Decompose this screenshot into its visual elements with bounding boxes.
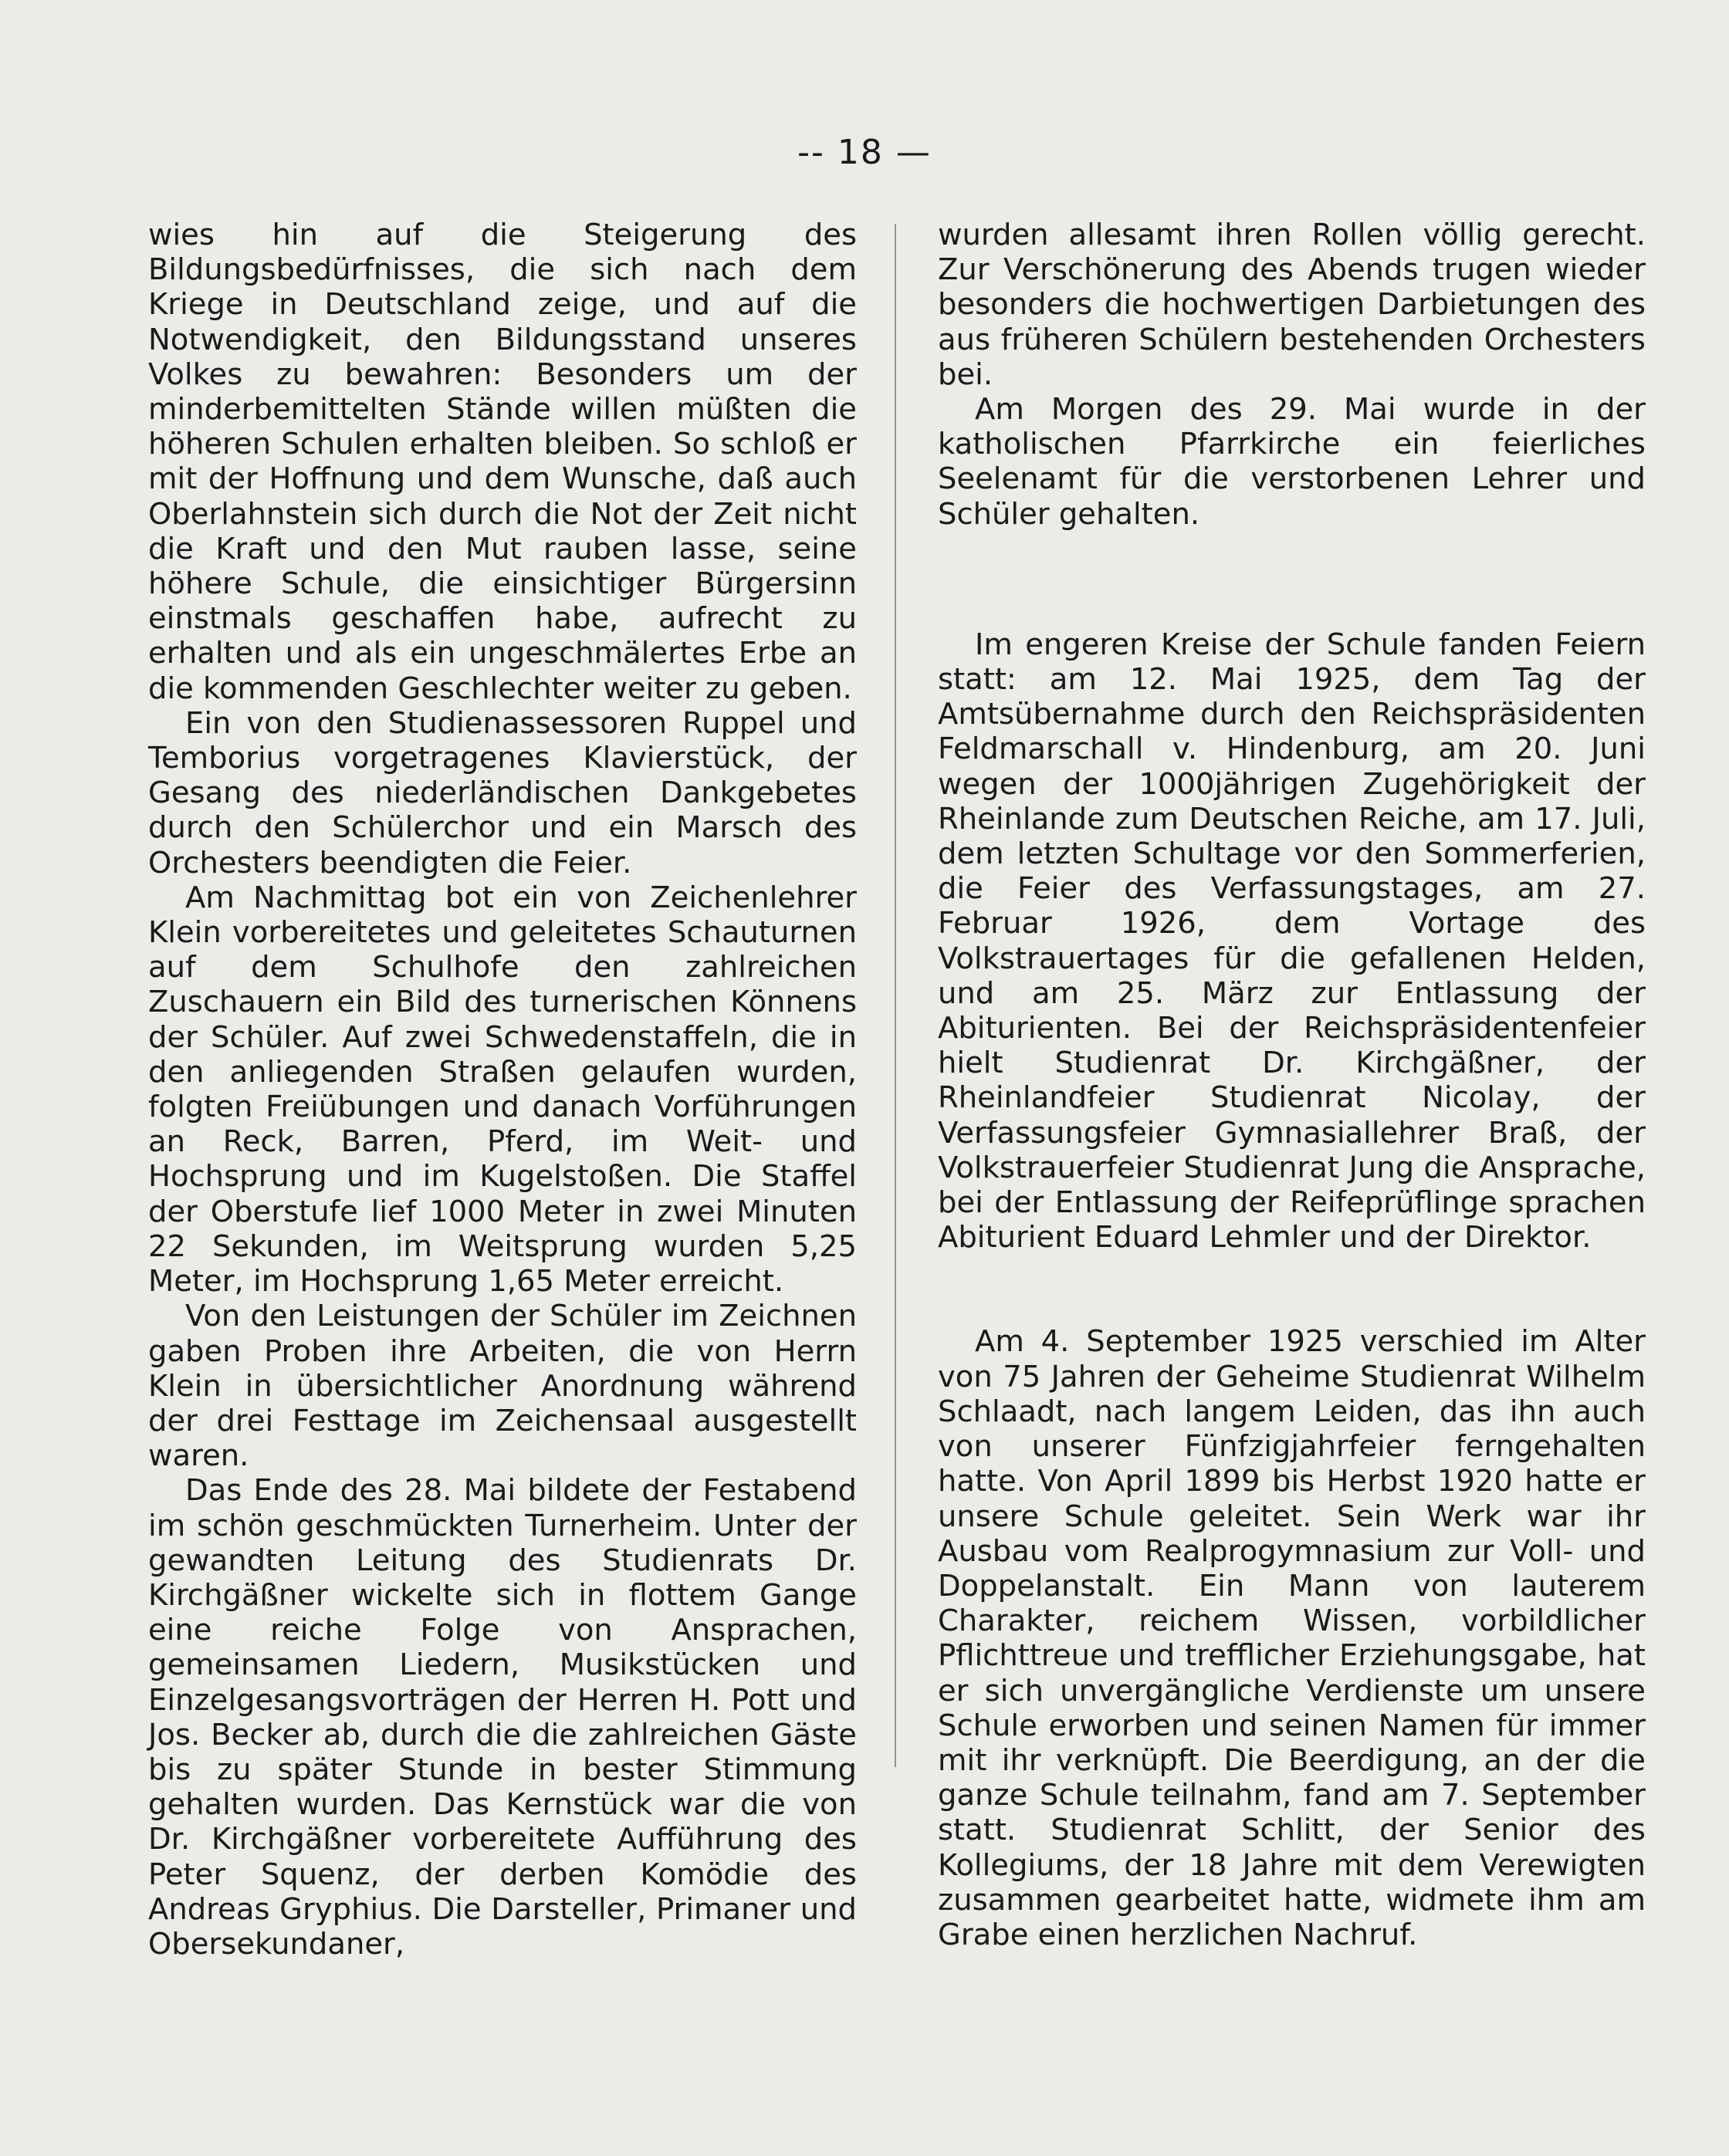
paragraph: Im engeren Kreise der Schule fanden Feiern statt: am 12. Mai 1925, dem Tag der Amtsübernahme durch den Reichspräsidenten Feldmarschall v. Hindenburg, am 20. Juni wegen der 1000jährigen Zugehörigkeit der Rheinlande zum Deutschen Reiche, am 17. Juli, dem letzten Schultage vor den Sommerferien, die Feier des Verfassungstages, am 27. Februar 1926, dem Vortage des Volkstrauertages für die gefallenen Helden, und am 25. März zur Entlassung der Abiturienten. Bei der Reichspräsidentenfeier hielt Studienrat Dr. Kirchgäßner, der Rheinlandfeier Studienrat Nicolay, der Verfassungsfeier Gymnasiallehrer Braß, der Volkstrauerfeier Studienrat Jung die Ansprache, bei der Entlassung der Reifeprüflinge sprachen Abiturient Eduard Lehmler und der Direktor.	[938, 627, 1646, 1255]
column-divider	[895, 224, 896, 1767]
paragraph: Am Morgen des 29. Mai wurde in der katholischen Pfarrkirche ein feierliches Seelenamt für die verstorbenen Lehrer und Schüler gehalten.	[938, 392, 1646, 532]
paragraph: wies hin auf die Steigerung des Bildungsbedürfnisses, die sich nach dem Kriege in Deutschland zeige, und auf die Notwendigkeit, den Bildungsstand unseres Volkes zu bewahren: Besonders um der minderbemittelten Stände willen müßten die höheren Schulen erhalten bleiben. So schloß er mit der Hoffnung und dem Wunsche, daß auch Oberlahnstein sich durch die Not der Zeit nicht die Kraft und den Mut rauben lasse, seine höhere Schule, die einsichtiger Bürgersinn einstmals geschaffen habe, aufrecht zu erhalten und als ein ungeschmälertes Erbe an die kommenden Geschlechter weiter zu geben.	[148, 218, 857, 706]
paragraph: wurden allesamt ihren Rollen völlig gerecht. Zur Verschönerung des Abends trugen wieder besonders die hochwertigen Darbietungen des aus früheren Schülern bestehenden Orchesters bei.	[938, 218, 1646, 392]
right-column	[938, 218, 1646, 1952]
paragraph: Das Ende des 28. Mai bildete der Festabend im schön geschmückten Turnerheim. Unter der gewandten Leitung des Studienrats Dr. Kirchgäßner wickelte sich in flottem Gange eine reiche Folge von Ansprachen, gemeinsamen Liedern, Musikstücken und Einzelgesangsvorträgen der Herren H. Pott und Jos. Becker ab, durch die die zahlreichen Gäste bis zu später Stunde in bester Stimmung gehalten wurden. Das Kernstück war die von Dr. Kirchgäßner vorbereitete Aufführung des Peter Squenz, der derben Komödie des Andreas Gryphius. Die Darsteller, Primaner und Obersekundaner,	[148, 1473, 857, 1962]
paragraph: Ein von den Studienassessoren Ruppel und Temborius vorgetragenes Klavierstück, der Gesang des niederländischen Dankgebetes durch den Schülerchor und ein Marsch des Orchesters beendigten die Feier.	[148, 705, 857, 880]
paragraph: Von den Leistungen der Schüler im Zeichnen gaben Proben ihre Arbeiten, die von Herrn Klein in übersichtlicher Anordnung während der drei Festtage im Zeichensaal ausgestellt waren.	[148, 1299, 857, 1474]
paragraph: Am Nachmittag bot ein von Zeichenlehrer Klein vorbereitetes und geleitetes Schauturnen auf dem Schulhofe den zahlreichen Zuschauern ein Bild des turnerischen Könnens der Schüler. Auf zwei Schwedenstaffeln, die in den anliegenden Straßen gelaufen wurden, folgten Freiübungen und danach Vorführungen an Reck, Barren, Pferd, im Weit- und Hochsprung und im Kugelstoßen. Die Staffel der Oberstufe lief 1000 Meter in zwei Minuten 22 Sekunden, im Weitsprung wurden 5,25 Meter, im Hochsprung 1,65 Meter erreicht.	[148, 880, 857, 1299]
left-column	[148, 218, 857, 1962]
paragraph: Am 4. September 1925 verschied im Alter von 75 Jahren der Geheime Studienrat Wilhelm Schlaadt, nach langem Leiden, das ihn auch von unserer Fünfzigjahrfeier ferngehalten hatte. Von April 1899 bis Herbst 1920 hatte er unsere Schule geleitet. Sein Werk war ihr Ausbau vom Realprogymnasium zur Voll- und Doppelanstalt. Ein Mann von lauterem Charakter, reichem Wissen, vorbildlicher Pflichttreue und trefflicher Erziehungsgabe, hat er sich unvergängliche Verdienste um unsere Schule erworben und seinen Namen für immer mit ihr verknüpft. Die Beerdigung, an der die ganze Schule teilnahm, fand am 7. September statt. Studienrat Schlitt, der Senior des Kollegiums, der 18 Jahre mit dem Verewigten zusammen gearbeitet hatte, widmete ihm am Grabe einen herzlichen Nachruf.	[938, 1324, 1646, 1952]
page-number: -- 18 —	[797, 133, 932, 172]
